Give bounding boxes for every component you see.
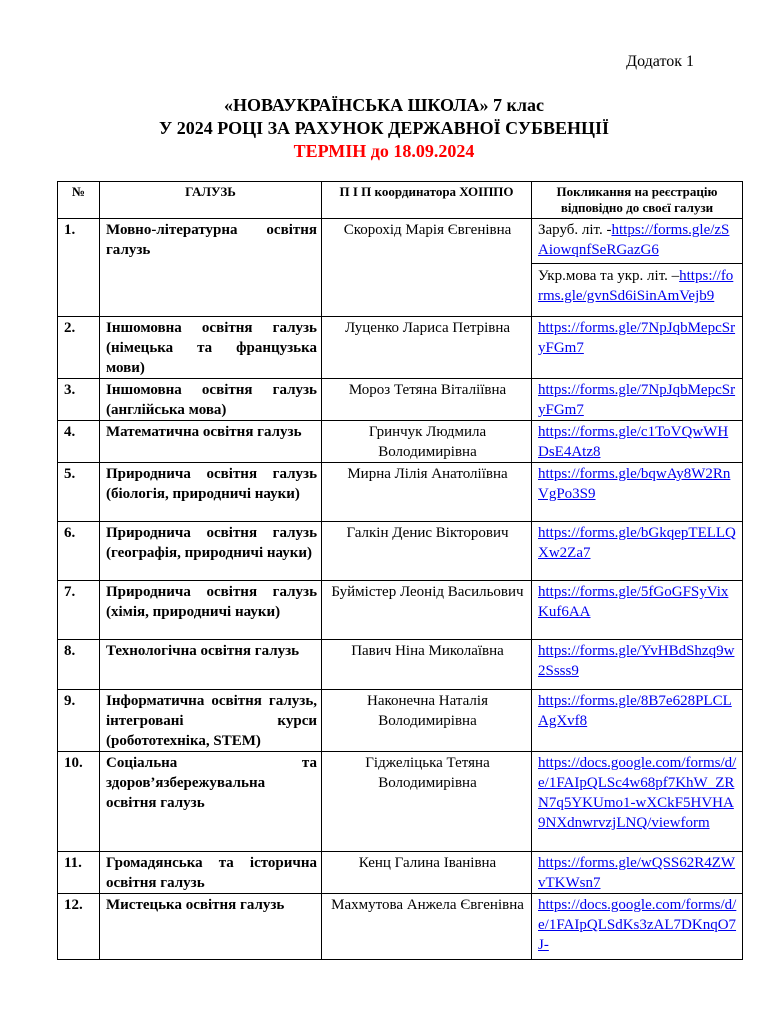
row-number: 1. xyxy=(58,219,100,317)
row-number: 6. xyxy=(58,522,100,581)
link-entry xyxy=(538,853,738,893)
row-coordinator: Галкін Денис Вікторович xyxy=(322,522,532,581)
link-entry xyxy=(538,422,738,462)
row-field-name: Мистецька освітня галузь xyxy=(100,894,322,960)
row-number: 4. xyxy=(58,421,100,463)
table-row xyxy=(58,463,743,522)
row-coordinator: Махмутова Анжела Євгенівна xyxy=(322,894,532,960)
row-coordinator: Гіджеліцька Тетяна Володимирівна xyxy=(322,752,532,852)
registration-link[interactable]: https://forms.gle/wQSS62R4ZWvTKWsn7 xyxy=(538,855,736,891)
link-note: Заруб. літ. - xyxy=(538,222,612,238)
link-entry xyxy=(538,582,738,622)
header-link: Покликання на реєстрацію відповідно до своєї галузи xyxy=(532,182,743,219)
row-links xyxy=(532,219,743,317)
coordinators-table xyxy=(57,181,743,960)
table-row xyxy=(58,317,743,379)
link-note: Укр.мова та укр. літ. – xyxy=(538,268,680,284)
table-row xyxy=(58,421,743,463)
row-number: 10. xyxy=(58,752,100,852)
row-coordinator: Кенц Галина Іванівна xyxy=(322,852,532,894)
row-field-name: Технологічна освітня галузь xyxy=(100,640,322,690)
registration-link[interactable]: https://forms.gle/bGkqepTELLQXw2Za7 xyxy=(538,525,736,561)
row-field-name: Іншомовна освітня галузь (англійська мова) xyxy=(100,379,322,421)
registration-link[interactable]: https://docs.google.com/forms/d/e/1FAIpQLSdKs3zAL7DKnqO7J- xyxy=(538,897,737,953)
link-entry xyxy=(532,263,742,306)
row-links xyxy=(532,752,743,852)
registration-link[interactable]: https://forms.gle/7NpJqbMepcSryFGm7 xyxy=(538,382,736,418)
table-row xyxy=(58,219,743,317)
header-coordinator: П І П координатора ХОІППО xyxy=(322,182,532,219)
appendix-label: Додаток 1 xyxy=(626,53,694,70)
registration-link[interactable]: https://forms.gle/bqwAy8W2RnVgPo3S9 xyxy=(538,466,731,502)
link-entry xyxy=(538,895,738,955)
row-links xyxy=(532,690,743,752)
table-row xyxy=(58,379,743,421)
row-links xyxy=(532,640,743,690)
registration-link[interactable]: https://forms.gle/YvHBdShzq9w2Ssss9 xyxy=(538,643,735,679)
title-line-2: У 2024 РОЦІ ЗА РАХУНОК ДЕРЖАВНОЇ СУБВЕНЦІЇ xyxy=(158,118,610,138)
row-field-name: Іншомовна освітня галузь (німецька та французька мови) xyxy=(100,317,322,379)
row-coordinator: Гринчук Людмила Володимирівна xyxy=(322,421,532,463)
row-coordinator: Скорохід Марія Євгенівна xyxy=(322,219,532,317)
row-coordinator: Павич Ніна Миколаївна xyxy=(322,640,532,690)
title-line-1: «НОВАУКРАЇНСЬКА ШКОЛА» 7 клас xyxy=(223,95,545,115)
registration-link[interactable]: https://forms.gle/c1ToVQwWHDsE4Atz8 xyxy=(538,424,729,460)
header-num: № xyxy=(58,182,100,219)
row-field-name: Мовно-літературна освітня галузь xyxy=(100,219,322,317)
link-entry xyxy=(538,220,738,260)
row-links xyxy=(532,522,743,581)
row-links xyxy=(532,463,743,522)
row-number: 2. xyxy=(58,317,100,379)
link-entry xyxy=(538,753,738,833)
row-field-name: Математична освітня галузь xyxy=(100,421,322,463)
row-number: 8. xyxy=(58,640,100,690)
document-title xyxy=(0,94,768,163)
table-row xyxy=(58,640,743,690)
row-coordinator: Буймістер Леонід Васильович xyxy=(322,581,532,640)
link-entry xyxy=(538,318,738,358)
link-entry xyxy=(538,641,738,681)
row-links xyxy=(532,317,743,379)
deadline-line: ТЕРМІН до 18.09.2024 xyxy=(293,141,475,161)
row-coordinator: Мороз Тетяна Віталіївна xyxy=(322,379,532,421)
link-entry xyxy=(538,523,738,563)
row-links xyxy=(532,894,743,960)
table-row xyxy=(58,852,743,894)
link-entry xyxy=(538,464,738,504)
link-entry xyxy=(538,691,738,731)
registration-link[interactable]: https://forms.gle/5fGoGFSyVixKuf6AA xyxy=(538,584,729,620)
row-links xyxy=(532,581,743,640)
table-header-row xyxy=(58,182,743,219)
row-number: 9. xyxy=(58,690,100,752)
link-entry xyxy=(538,380,738,420)
row-field-name: Соціальна та здоров’язбережувальна освітня галузь xyxy=(100,752,322,852)
row-number: 12. xyxy=(58,894,100,960)
registration-link[interactable]: https://forms.gle/zSAiowqnfSeRGazG6 xyxy=(538,222,730,258)
row-links xyxy=(532,852,743,894)
row-coordinator: Мирна Лілія Анатоліївна xyxy=(322,463,532,522)
row-field-name: Громадянська та історична освітня галузь xyxy=(100,852,322,894)
table-body xyxy=(58,219,743,960)
row-number: 5. xyxy=(58,463,100,522)
header-field: ГАЛУЗЬ xyxy=(100,182,322,219)
row-field-name: Природнича освітня галузь (біологія, природничі науки) xyxy=(100,463,322,522)
row-field-name: Природнича освітня галузь (хімія, природничі науки) xyxy=(100,581,322,640)
table-row xyxy=(58,522,743,581)
row-coordinator: Наконечна Наталія Володимирівна xyxy=(322,690,532,752)
row-links xyxy=(532,379,743,421)
table-row xyxy=(58,894,743,960)
row-field-name: Інформатична освітня галузь, інтегровані курси (робототехніка, STEM) xyxy=(100,690,322,752)
registration-link[interactable]: https://docs.google.com/forms/d/e/1FAIpQLSc4w68pf7KhW_ZRN7q5YKUmo1-wXCkF5HVHA9NXdnwrvzjLNQ/viewform xyxy=(538,755,737,831)
row-number: 3. xyxy=(58,379,100,421)
registration-link[interactable]: https://forms.gle/8B7e628PLCLAgXvf8 xyxy=(538,693,732,729)
table-row xyxy=(58,752,743,852)
row-coordinator: Луценко Лариса Петрівна xyxy=(322,317,532,379)
registration-link[interactable]: https://forms.gle/gvnSd6iSinAmVejb9 xyxy=(538,268,734,304)
table-row xyxy=(58,581,743,640)
row-number: 11. xyxy=(58,852,100,894)
row-field-name: Природнича освітня галузь (географія, природничі науки) xyxy=(100,522,322,581)
row-number: 7. xyxy=(58,581,100,640)
table-row xyxy=(58,690,743,752)
row-links xyxy=(532,421,743,463)
registration-link[interactable]: https://forms.gle/7NpJqbMepcSryFGm7 xyxy=(538,320,736,356)
